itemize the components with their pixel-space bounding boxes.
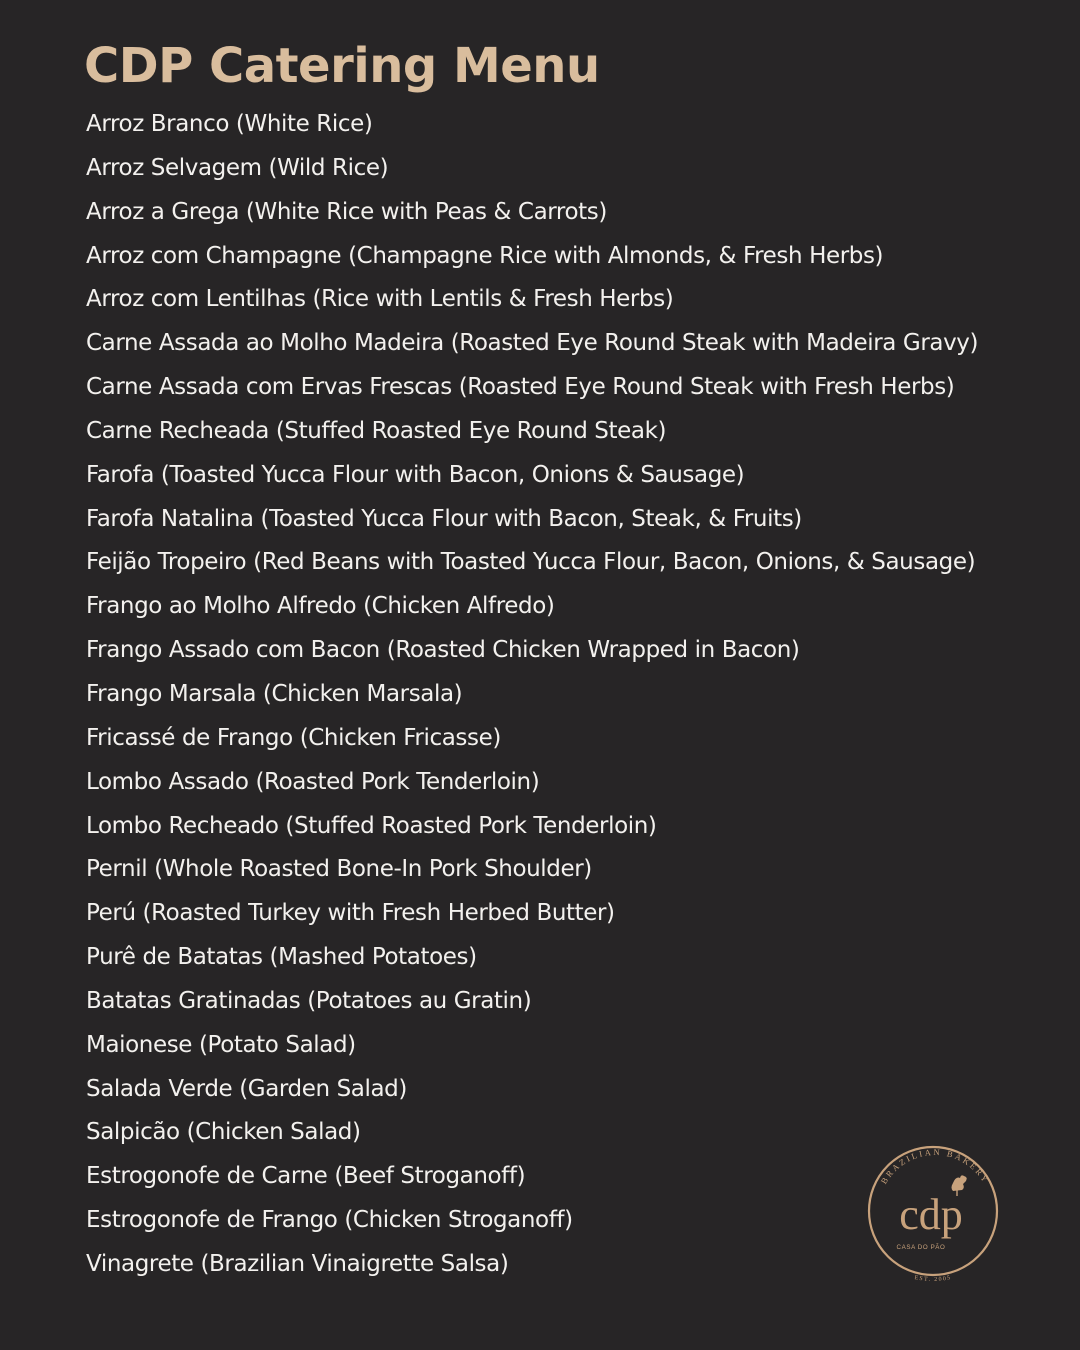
menu-item: Arroz com Champagne (Champagne Rice with Almonds, & Fresh Herbs) [86,242,884,269]
menu-item: Frango Assado com Bacon (Roasted Chicken Wrapped in Bacon) [86,637,800,664]
menu-item: Maionese (Potato Salad) [86,1031,356,1058]
menu-item: Carne Assada com Ervas Frescas (Roasted Eye Round Steak with Fresh Herbs) [86,374,955,401]
menu-item: Frango Marsala (Chicken Marsala) [86,680,463,707]
menu-item: Estrogonofe de Frango (Chicken Stroganoff) [86,1207,573,1234]
menu-item: Perú (Roasted Turkey with Fresh Herbed Butter) [86,900,615,927]
menu-item: Lombo Recheado (Stuffed Roasted Pork Tenderloin) [86,812,657,839]
menu-item: Pernil (Whole Roasted Bone-In Pork Shoulder) [86,856,592,883]
menu-item: Lombo Assado (Roasted Pork Tenderloin) [86,768,540,795]
menu-item: Salpicão (Chicken Salad) [86,1119,361,1146]
logo-est: EST. 2005 [913,1275,953,1284]
menu-item: Batatas Gratinadas (Potatoes au Gratin) [86,987,532,1014]
menu-item: Feijão Tropeiro (Red Beans with Toasted Yucca Flour, Bacon, Onions, & Sausage) [86,549,976,576]
menu-item: Arroz Branco (White Rice) [86,111,373,137]
logo-arc-text: BRAZILIAN BAKERY [878,1146,992,1186]
menu-item: Vinagrete (Brazilian Vinaigrette Salsa) [86,1250,509,1277]
menu-item: Farofa Natalina (Toasted Yucca Flour with Bacon, Steak, & Fruits) [86,505,802,532]
menu-item: Arroz com Lentilhas (Rice with Lentils & Fresh Herbs) [86,286,674,313]
menu-item: Salada Verde (Garden Salad) [86,1075,407,1102]
menu-item: Carne Assada ao Molho Madeira (Roasted Eye Round Steak with Madeira Gravy) [86,330,979,357]
cdp-logo [862,1128,1004,1288]
menu-item: Arroz a Grega (White Rice with Peas & Carrots) [86,198,607,225]
menu-item: Purê de Batatas (Mashed Potatoes) [86,944,477,971]
page-title: CDP Catering Menu [84,38,600,94]
logo-subtitle: CASA DO PÃO [896,1244,946,1251]
menu-item: Fricassé de Frango (Chicken Fricasse) [86,724,501,751]
menu-item: Frango ao Molho Alfredo (Chicken Alfredo) [86,593,555,620]
menu-list [86,103,978,1287]
menu-item: Arroz Selvagem (Wild Rice) [86,154,389,181]
menu-item: Carne Recheada (Stuffed Roasted Eye Round Steak) [86,417,667,444]
menu-item: Estrogonofe de Carne (Beef Stroganoff) [86,1163,526,1190]
menu-item: Farofa (Toasted Yucca Flour with Bacon, Onions & Sausage) [86,461,745,488]
logo-wordmark: cdp [899,1190,963,1239]
